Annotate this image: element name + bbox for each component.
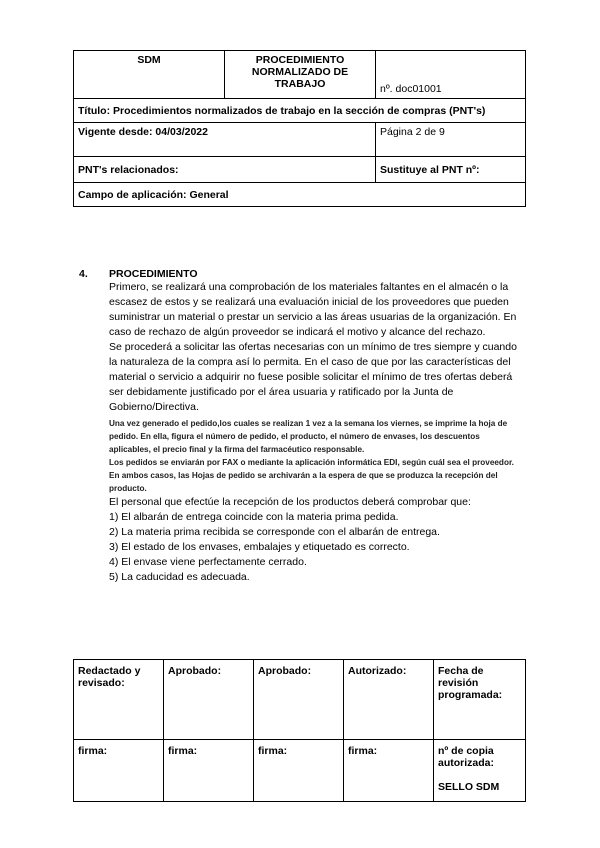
check-item: 3) El estado de los envases, embalajes y etiquetado es correcto. (109, 541, 410, 553)
small-paragraph: Una vez generado el pedido,los cuales se realizan 1 vez a la semana los viernes, se imprime la hoja de pedido. En ella, figura el número de pedido, el producto, el número de envases, los descuentos aplicables, el precio final y la firma del farmacéutico responsable. (109, 419, 508, 454)
procedure-title: PROCEDIMIENTO NORMALIZADO DE TRABAJO (251, 54, 349, 90)
document-title: Título: Procedimientos normalizados de trabajo en la sección de compras (PNT's) (78, 104, 486, 117)
stamp-label: SELLO SDM (438, 781, 500, 793)
replaces-cell (376, 157, 526, 183)
check-item: 4) El envase viene perfectamente cerrado. (109, 556, 307, 568)
small-paragraph: Los pedidos se enviarán por FAX o mediante la aplicación informática EDI, según cuál sea el proveedor. En ambos casos, las Hojas de pedido se archivarán a la espera de que se produzca la recepción del producto. (109, 458, 514, 493)
footer-col (254, 660, 344, 740)
org-cell (74, 51, 225, 99)
footer-col (344, 660, 434, 740)
section-body (109, 280, 519, 585)
page-number: Página 2 de 9 (380, 126, 445, 138)
footer-col (164, 660, 254, 740)
check-item: 2) La materia prima recibida se corresponde con el albarán de entrega. (109, 526, 440, 538)
replaces-pnt: Sustituye al PNT nº: (380, 163, 480, 176)
signature-cell (74, 740, 164, 802)
section-number: 4. (79, 268, 88, 280)
section-heading (79, 268, 519, 280)
paragraph: Se procederá a solicitar las ofertas necesarias con un mínimo de tres siempre y cuando la naturaleza de la compra así lo permita. En el caso de que por las características del material o servicio a adquirir no fuese posible solicitar el mínimo de tres ofertas deberá ser debidamente justificado por el área usuaria y ratificado por la Junta de Gobierno/Directiva. (109, 341, 517, 413)
copy-number-label: nº de copia autorizada: (438, 745, 495, 769)
scope-cell (74, 183, 526, 207)
check-item: 5) La caducidad es adecuada. (109, 571, 250, 583)
check-intro: El personal que efectúe la recepción de los productos deberá comprobar que: (109, 496, 471, 508)
signature-cell (254, 740, 344, 802)
signature-label: firma: (78, 745, 108, 757)
drafted-label: Redactado y revisado: (78, 665, 141, 689)
signature-cell (164, 740, 254, 802)
review-date-label: Fecha de revisión programada: (438, 665, 503, 701)
signature-label: firma: (258, 745, 288, 757)
doc-number: nº. doc01001 (380, 83, 442, 95)
signature-cell (344, 740, 434, 802)
procedure-section (79, 268, 519, 585)
approved-label: Aprobado: (258, 665, 312, 677)
signature-label: firma: (348, 745, 378, 757)
copy-cell (434, 740, 526, 802)
org-name: SDM (137, 54, 161, 66)
proc-title-cell (225, 51, 376, 99)
valid-from: Vigente desde: 04/03/2022 (78, 126, 208, 138)
doc-number-cell (376, 51, 526, 99)
related-pnt: PNT's relacionados: (78, 163, 179, 176)
footer-col (74, 660, 164, 740)
related-cell (74, 157, 376, 183)
vigente-cell (74, 123, 376, 157)
section-title: PROCEDIMIENTO (109, 268, 198, 280)
page-cell (376, 123, 526, 157)
authorized-label: Autorizado: (348, 665, 407, 677)
paragraph: Primero, se realizará una comprobación de los materiales faltantes en el almacén o la escasez de estos y se realizará una evaluación inicial de los proveedores que pueden suministrar un material o prestar un servicio a las áreas usuarias de la organización. En caso de rechazo de algún proveedor se indicará el motivo y alcance del rechazo. (109, 281, 517, 338)
signature-label: firma: (168, 745, 198, 757)
scope: Campo de aplicación: General (78, 188, 229, 201)
footer-col (434, 660, 526, 740)
approved-label: Aprobado: (168, 665, 222, 677)
footer-table (73, 659, 526, 802)
check-item: 1) El albarán de entrega coincide con la materia prima pedida. (109, 511, 399, 523)
title-cell (74, 99, 526, 123)
header-table (73, 50, 526, 207)
